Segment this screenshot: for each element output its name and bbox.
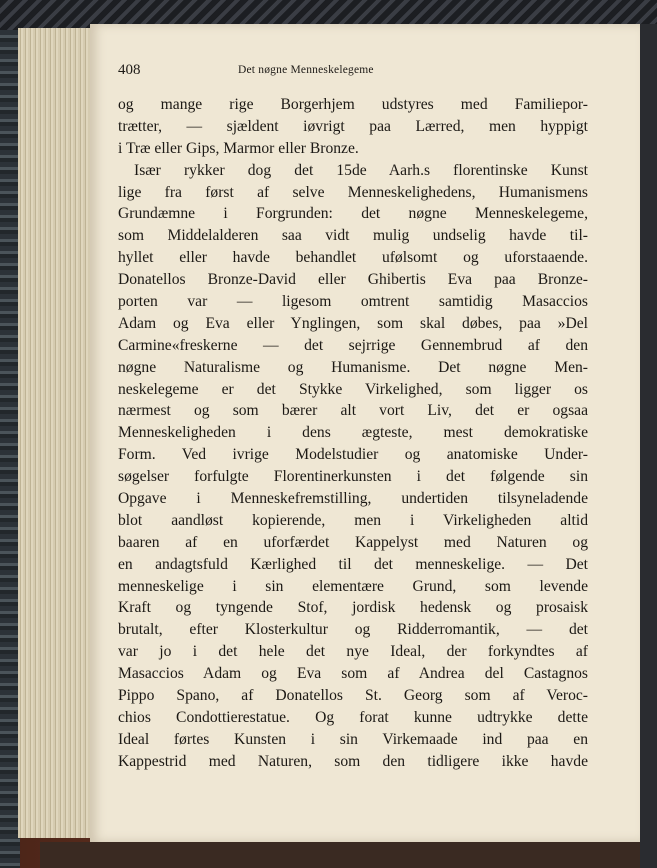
- text-line: Pippo Spano, af Donatellos St. Georg som af Veroc-: [118, 687, 588, 705]
- text-line: hyllet eller havde behandlet ufølsomt og uforstaaende.: [118, 249, 588, 267]
- text-line: chios Condottierestatue. Og forat kunne udtrykke dette: [118, 708, 588, 726]
- text-line: Carmine«freskerne — det sejrrige Gennembrud af den: [118, 336, 588, 354]
- text-line: nøgne Naturalisme og Humanisme. Det nøgne Men-: [118, 358, 588, 376]
- text-line: Især rykker dog det 15de Aarh.s florentinske Kunst: [134, 161, 588, 179]
- text-line: var jo i det hele det nye Ideal, der forkyndtes af: [118, 643, 588, 661]
- background-right: [640, 24, 657, 868]
- text-line: porten var — ligesom omtrent samtidig Masaccios: [118, 293, 588, 311]
- text-line: Adam og Eva eller Ynglingen, som skal døbes, paa »Del: [118, 314, 588, 332]
- page-number: 408: [118, 62, 141, 78]
- text-line: Ideal førtes Kunsten i sin Virkemaade ind paa en: [118, 730, 588, 748]
- text-line: Donatellos Bronze-David eller Ghibertis Eva paa Bronze-: [118, 271, 588, 289]
- text-line: Form. Ved ivrige Modelstudier og anatomiske Under-: [118, 446, 588, 464]
- binding-cloth: [0, 30, 20, 868]
- text-line: og mange rige Borgerhjem udstyres med Familiepor-: [118, 96, 588, 113]
- text-line: Masaccios Adam og Eva som af Andrea del Castagnos: [118, 665, 588, 683]
- page-stack-edges: [18, 28, 91, 838]
- text-line: baaren af en uforfærdet Kappelyst med Naturen og: [118, 533, 588, 551]
- text-line: Opgave i Menneskefremstilling, undertiden tilsyneladende: [118, 490, 588, 508]
- text-line: Kraft og tyngende Stof, jordisk hedensk og prosaisk: [118, 599, 588, 617]
- text-line: en andagtsfuld Kærlighed til det menneskelige. — Det: [118, 555, 588, 573]
- text-line: Menneskeligheden i dens ægteste, mest demokratiske: [118, 424, 588, 442]
- text-line: lige fra først af selve Menneskelighedens, Humanismens: [118, 183, 588, 201]
- text-line: Grundæmne i Forgrunden: det nøgne Menneskelegeme,: [118, 205, 588, 223]
- text-line: i Træ eller Gips, Marmor eller Bronze.: [118, 139, 359, 157]
- text-line: menneskelige i sin elementære Grund, som levende: [118, 577, 588, 595]
- text-line: neskelegeme er det Stykke Virkelighed, som ligger os: [118, 380, 588, 398]
- running-head: Det nøgne Menneskelegeme: [238, 64, 374, 76]
- text-line: nærmest og som bærer alt vort Liv, det er ogsaa: [118, 402, 588, 420]
- text-line: blot aandløst kopierende, men i Virkeligheden altid: [118, 511, 588, 529]
- text-line: trætter, — sjældent iøvrigt paa Lærred, men hyppigt: [118, 117, 588, 135]
- text-line: søgelser forfulgte Florentinerkunsten i det følgende sin: [118, 468, 588, 486]
- body-text: [118, 94, 588, 773]
- text-line: som Middelalderen saa vidt mulig undselig havde til-: [118, 227, 588, 245]
- text-line: Kappestrid med Naturen, som den tidligere ikke havde: [118, 752, 588, 770]
- text-line: brutalt, efter Klosterkultur og Ridderromantik, — det: [118, 621, 588, 639]
- book-bottom-edge: [40, 842, 640, 868]
